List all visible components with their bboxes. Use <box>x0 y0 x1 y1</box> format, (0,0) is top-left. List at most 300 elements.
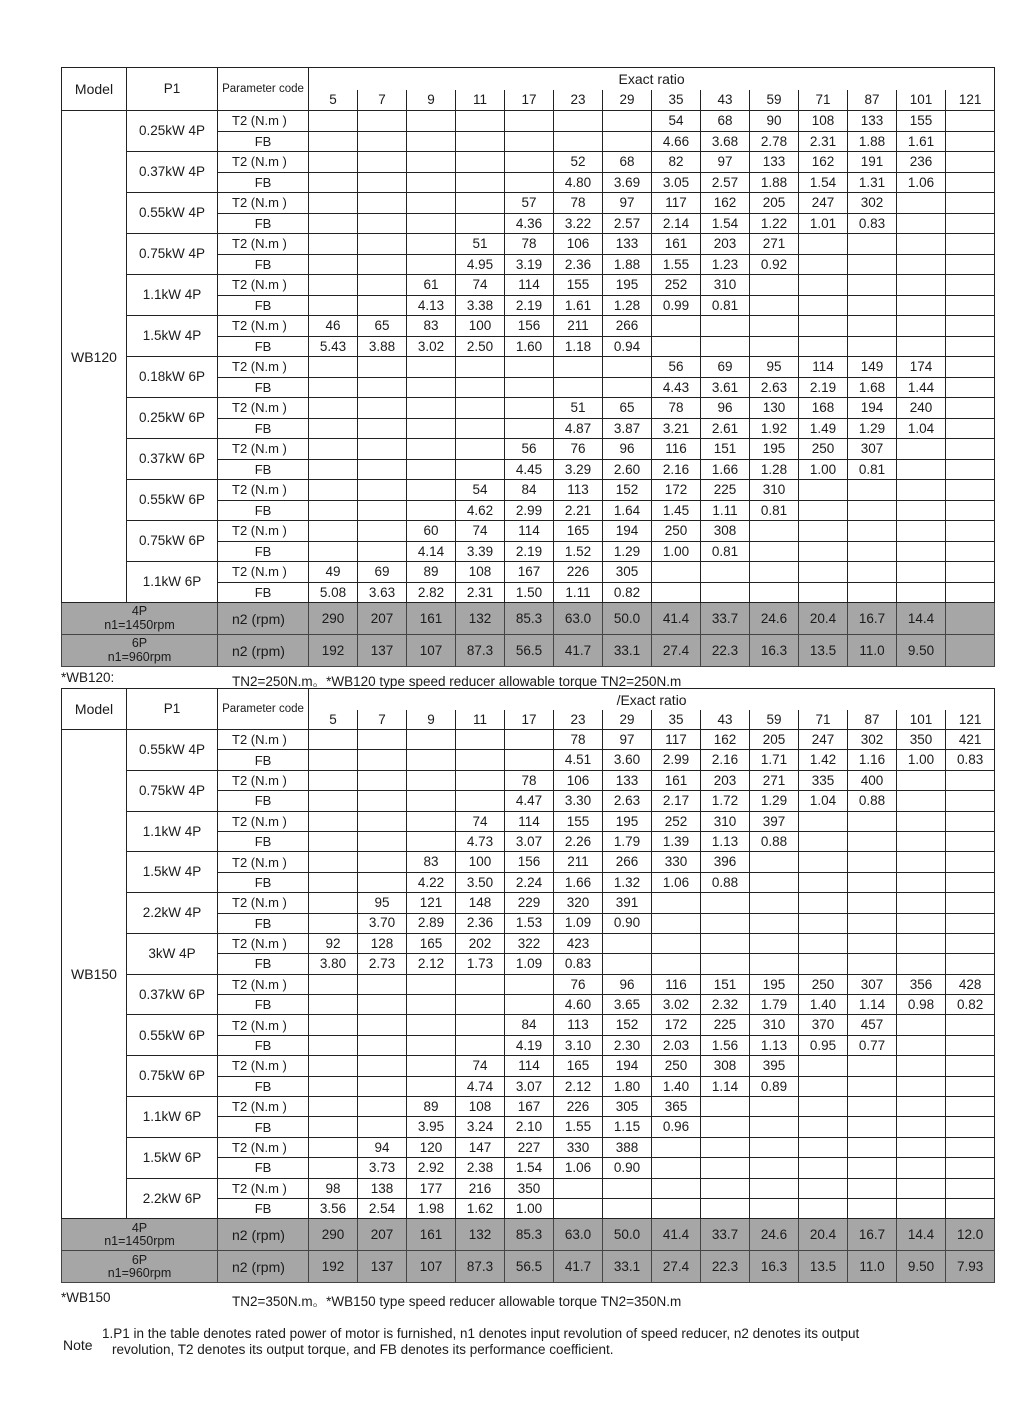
ratio-header-cell: 71 <box>799 710 848 730</box>
torque-cell: 308 <box>701 1056 750 1076</box>
torque-row <box>62 893 995 913</box>
p1-cell: 0.55kW 4P <box>127 730 218 771</box>
output-speed-cell: 14.4 <box>897 1219 946 1251</box>
output-speed-cell: 24.6 <box>750 603 799 635</box>
torque-cell: 195 <box>603 811 652 831</box>
torque-cell: 247 <box>799 730 848 750</box>
fb-cell: 5.43 <box>309 336 358 357</box>
torque-cell <box>799 1097 848 1117</box>
fb-cell: 1.50 <box>505 582 554 603</box>
torque-cell: 108 <box>456 562 505 583</box>
torque-cell <box>358 1056 407 1076</box>
ratio-header-cell: 43 <box>701 710 750 730</box>
p1-cell: 0.25kW 4P <box>127 111 218 152</box>
fb-cell: 4.60 <box>554 995 603 1015</box>
parameter-code-header: Parameter code <box>218 68 309 111</box>
output-speed-cell: 85.3 <box>505 1219 554 1251</box>
torque-cell <box>946 521 995 542</box>
torque-cell: 457 <box>848 1015 897 1035</box>
torque-cell: 147 <box>456 1137 505 1157</box>
torque-cell <box>309 730 358 750</box>
p1-cell: 0.37kW 4P <box>127 152 218 193</box>
torque-cell: 194 <box>603 521 652 542</box>
fb-cell: 2.16 <box>701 750 750 770</box>
torque-cell <box>407 152 456 173</box>
torque-row <box>62 1056 995 1076</box>
fb-cell <box>505 750 554 770</box>
ratio-header-cell: 17 <box>505 710 554 730</box>
speed-input-rpm: n1=960rpm <box>107 649 172 664</box>
fb-cell: 1.61 <box>897 131 946 152</box>
torque-cell <box>358 1097 407 1117</box>
fb-cell <box>897 1076 946 1096</box>
param-t2-label: T2 (N.m ) <box>218 234 309 255</box>
header-row <box>62 68 995 91</box>
torque-cell <box>848 275 897 296</box>
fb-cell: 0.83 <box>554 954 603 974</box>
fb-cell <box>946 377 995 398</box>
torque-cell: 211 <box>554 852 603 872</box>
fb-cell: 2.19 <box>799 377 848 398</box>
fb-cell: 1.71 <box>750 750 799 770</box>
torque-cell <box>897 439 946 460</box>
torque-cell: 54 <box>456 480 505 501</box>
fb-cell: 1.14 <box>848 995 897 1015</box>
ratio-header-cell: 101 <box>897 90 946 111</box>
param-fb-label: FB <box>218 831 309 851</box>
fb-cell: 1.29 <box>603 541 652 562</box>
torque-cell <box>897 521 946 542</box>
p1-cell: 1.1kW 4P <box>127 811 218 852</box>
fb-cell <box>799 582 848 603</box>
fb-cell <box>946 1076 995 1096</box>
fb-cell <box>407 459 456 480</box>
fb-cell <box>407 750 456 770</box>
fb-cell: 1.15 <box>603 1117 652 1137</box>
fb-cell: 0.83 <box>946 750 995 770</box>
torque-cell <box>554 1178 603 1198</box>
speed-param-label: n2 (rpm) <box>218 1219 309 1251</box>
torque-cell: 78 <box>554 730 603 750</box>
p1-cell: 1.1kW 6P <box>127 1097 218 1138</box>
fb-cell <box>848 1158 897 1178</box>
fb-cell: 1.44 <box>897 377 946 398</box>
torque-cell <box>358 275 407 296</box>
torque-cell: 350 <box>897 730 946 750</box>
torque-cell: 252 <box>652 811 701 831</box>
speed-input-rpm: n1=1450rpm <box>104 617 175 632</box>
torque-cell <box>897 193 946 214</box>
torque-cell: 155 <box>897 111 946 132</box>
torque-cell: 310 <box>750 480 799 501</box>
torque-cell: 310 <box>701 275 750 296</box>
p1-cell: 2.2kW 4P <box>127 893 218 934</box>
output-speed-cell: 207 <box>358 1219 407 1251</box>
fb-cell <box>407 995 456 1015</box>
fb-cell: 1.40 <box>799 995 848 1015</box>
fb-cell: 4.14 <box>407 541 456 562</box>
torque-cell <box>309 1097 358 1117</box>
fb-cell <box>946 1158 995 1178</box>
torque-cell <box>505 398 554 419</box>
torque-cell: 397 <box>750 811 799 831</box>
torque-cell: 356 <box>897 974 946 994</box>
fb-cell: 1.01 <box>799 213 848 234</box>
torque-cell: 68 <box>701 111 750 132</box>
torque-cell <box>407 730 456 750</box>
fb-cell: 4.43 <box>652 377 701 398</box>
torque-row <box>62 439 995 460</box>
fb-cell <box>799 500 848 521</box>
torque-cell <box>750 521 799 542</box>
fb-cell <box>750 954 799 974</box>
param-t2-label: T2 (N.m ) <box>218 811 309 831</box>
torque-cell: 307 <box>848 439 897 460</box>
param-t2-label: T2 (N.m ) <box>218 111 309 132</box>
fb-cell: 3.02 <box>407 336 456 357</box>
param-fb-label: FB <box>218 459 309 480</box>
torque-cell: 226 <box>554 1097 603 1117</box>
fb-cell: 3.65 <box>603 995 652 1015</box>
speed-param-label: n2 (rpm) <box>218 1251 309 1283</box>
fb-cell: 3.73 <box>358 1158 407 1178</box>
fb-cell <box>946 500 995 521</box>
torque-cell: 61 <box>407 275 456 296</box>
fb-cell: 1.98 <box>407 1198 456 1218</box>
torque-cell <box>358 521 407 542</box>
fb-cell: 1.04 <box>897 418 946 439</box>
torque-cell: 428 <box>946 974 995 994</box>
fb-cell: 2.38 <box>456 1158 505 1178</box>
fb-cell: 1.54 <box>505 1158 554 1178</box>
torque-cell <box>407 974 456 994</box>
fb-cell <box>358 377 407 398</box>
fb-cell: 3.61 <box>701 377 750 398</box>
torque-cell <box>750 562 799 583</box>
torque-cell <box>505 152 554 173</box>
fb-cell: 0.89 <box>750 1076 799 1096</box>
ratio-header-cell: 9 <box>407 710 456 730</box>
fb-cell: 2.99 <box>505 500 554 521</box>
fb-cell: 0.95 <box>799 1035 848 1055</box>
torque-cell <box>897 316 946 337</box>
output-speed-cell: 192 <box>309 1251 358 1283</box>
fb-cell: 3.10 <box>554 1035 603 1055</box>
torque-cell: 308 <box>701 521 750 542</box>
torque-cell <box>946 1178 995 1198</box>
fb-cell <box>652 954 701 974</box>
fb-cell <box>407 377 456 398</box>
fb-cell: 1.45 <box>652 500 701 521</box>
fb-cell <box>897 913 946 933</box>
torque-row <box>62 1137 995 1157</box>
fb-cell: 0.81 <box>848 459 897 480</box>
fb-cell: 2.99 <box>652 750 701 770</box>
torque-cell: 302 <box>848 193 897 214</box>
torque-cell <box>946 893 995 913</box>
torque-cell <box>652 1178 701 1198</box>
output-speed-cell: 137 <box>358 635 407 667</box>
torque-row <box>62 1178 995 1198</box>
fb-cell: 1.55 <box>554 1117 603 1137</box>
model-cell: WB120 <box>62 111 127 603</box>
fb-cell: 3.05 <box>652 172 701 193</box>
param-t2-label: T2 (N.m ) <box>218 933 309 953</box>
fb-cell <box>407 500 456 521</box>
fb-cell <box>750 295 799 316</box>
torque-row <box>62 770 995 790</box>
torque-cell <box>750 1137 799 1157</box>
fb-cell <box>309 995 358 1015</box>
torque-cell: 96 <box>701 398 750 419</box>
ratio-header-cell: 59 <box>750 90 799 111</box>
output-speed-cell: 33.7 <box>701 603 750 635</box>
fb-cell <box>946 913 995 933</box>
torque-cell <box>897 1097 946 1117</box>
torque-cell <box>848 562 897 583</box>
fb-cell <box>897 954 946 974</box>
torque-cell <box>799 480 848 501</box>
fb-cell <box>603 954 652 974</box>
output-speed-cell: 137 <box>358 1251 407 1283</box>
torque-cell: 97 <box>603 193 652 214</box>
output-speed-cell: 33.1 <box>603 1251 652 1283</box>
fb-cell: 1.00 <box>652 541 701 562</box>
ratio-header-cell: 23 <box>554 710 603 730</box>
ratio-header-cell: 23 <box>554 90 603 111</box>
torque-cell <box>897 933 946 953</box>
torque-cell <box>309 1056 358 1076</box>
output-speed-cell: 63.0 <box>554 603 603 635</box>
fb-cell: 0.88 <box>750 831 799 851</box>
output-speed-cell: 9.50 <box>897 1251 946 1283</box>
torque-cell: 155 <box>554 275 603 296</box>
torque-cell <box>407 811 456 831</box>
torque-cell: 98 <box>309 1178 358 1198</box>
torque-cell: 74 <box>456 1056 505 1076</box>
fb-cell <box>946 172 995 193</box>
fb-cell: 2.17 <box>652 791 701 811</box>
torque-cell: 194 <box>603 1056 652 1076</box>
fb-cell: 3.24 <box>456 1117 505 1137</box>
torque-cell: 74 <box>456 275 505 296</box>
fb-cell: 1.79 <box>603 831 652 851</box>
torque-cell <box>946 1097 995 1117</box>
torque-cell <box>456 398 505 419</box>
torque-row <box>62 152 995 173</box>
torque-cell <box>750 933 799 953</box>
fb-cell: 2.30 <box>603 1035 652 1055</box>
torque-cell <box>505 974 554 994</box>
output-speed-cell: 192 <box>309 635 358 667</box>
fb-cell: 2.60 <box>603 459 652 480</box>
output-speed-cell: 107 <box>407 1251 456 1283</box>
fb-cell <box>652 913 701 933</box>
torque-cell <box>407 234 456 255</box>
torque-cell <box>309 770 358 790</box>
fb-cell <box>946 131 995 152</box>
fb-cell: 1.06 <box>554 1158 603 1178</box>
torque-cell: 250 <box>652 1056 701 1076</box>
torque-cell: 225 <box>701 480 750 501</box>
torque-cell: 78 <box>652 398 701 419</box>
torque-cell: 78 <box>505 770 554 790</box>
fb-cell <box>309 791 358 811</box>
fb-cell: 1.53 <box>505 913 554 933</box>
fb-cell <box>750 582 799 603</box>
fb-cell <box>897 872 946 892</box>
ratio-header-cell: 35 <box>652 90 701 111</box>
torque-cell: 161 <box>652 770 701 790</box>
fb-cell <box>309 377 358 398</box>
torque-cell <box>456 730 505 750</box>
fb-cell: 3.80 <box>309 954 358 974</box>
torque-cell: 400 <box>848 770 897 790</box>
torque-cell <box>407 111 456 132</box>
fb-cell <box>358 500 407 521</box>
p1-cell: 0.18kW 6P <box>127 357 218 398</box>
torque-cell <box>358 770 407 790</box>
fb-cell: 1.13 <box>701 831 750 851</box>
torque-cell: 335 <box>799 770 848 790</box>
torque-cell <box>946 111 995 132</box>
torque-cell <box>652 562 701 583</box>
torque-cell: 100 <box>456 852 505 872</box>
fb-cell <box>848 295 897 316</box>
fb-cell <box>946 1198 995 1218</box>
output-speed-cell: 27.4 <box>652 635 701 667</box>
torque-cell: 421 <box>946 730 995 750</box>
fb-cell: 3.68 <box>701 131 750 152</box>
param-t2-label: T2 (N.m ) <box>218 439 309 460</box>
torque-cell: 133 <box>750 152 799 173</box>
torque-cell: 114 <box>505 1056 554 1076</box>
torque-cell: 83 <box>407 852 456 872</box>
torque-cell: 310 <box>750 1015 799 1035</box>
param-fb-label: FB <box>218 295 309 316</box>
fb-cell <box>358 459 407 480</box>
fb-cell <box>799 336 848 357</box>
output-speed-cell: 207 <box>358 603 407 635</box>
fb-cell: 4.47 <box>505 791 554 811</box>
torque-cell: 307 <box>848 974 897 994</box>
fb-cell <box>799 872 848 892</box>
wb120-table-wrap <box>61 67 994 667</box>
fb-cell <box>358 1076 407 1096</box>
ratio-header-cell: 5 <box>309 90 358 111</box>
fb-cell: 0.98 <box>897 995 946 1015</box>
fb-cell: 1.14 <box>701 1076 750 1096</box>
fb-cell <box>407 1035 456 1055</box>
torque-cell <box>946 152 995 173</box>
torque-cell <box>799 933 848 953</box>
fb-cell <box>799 913 848 933</box>
fb-cell <box>309 213 358 234</box>
torque-cell <box>946 234 995 255</box>
param-t2-label: T2 (N.m ) <box>218 562 309 583</box>
fb-cell: 5.08 <box>309 582 358 603</box>
fb-cell <box>309 295 358 316</box>
torque-cell: 113 <box>554 480 603 501</box>
torque-cell: 305 <box>603 1097 652 1117</box>
fb-cell: 1.32 <box>603 872 652 892</box>
torque-cell: 151 <box>701 974 750 994</box>
torque-cell: 148 <box>456 893 505 913</box>
torque-cell <box>456 770 505 790</box>
param-fb-label: FB <box>218 336 309 357</box>
torque-cell <box>946 1015 995 1035</box>
torque-cell: 250 <box>799 974 848 994</box>
parameter-code-header: Parameter code <box>218 689 309 730</box>
torque-cell: 395 <box>750 1056 799 1076</box>
fb-cell <box>946 459 995 480</box>
fb-cell <box>799 541 848 562</box>
fb-cell: 3.02 <box>652 995 701 1015</box>
torque-cell: 82 <box>652 152 701 173</box>
p1-cell: 1.5kW 4P <box>127 316 218 357</box>
torque-cell: 203 <box>701 234 750 255</box>
param-fb-label: FB <box>218 1117 309 1137</box>
fb-cell <box>652 1158 701 1178</box>
fb-cell <box>946 213 995 234</box>
fb-cell: 1.00 <box>897 750 946 770</box>
torque-cell <box>358 811 407 831</box>
torque-cell <box>897 811 946 831</box>
torque-cell: 310 <box>701 811 750 831</box>
fb-cell: 2.82 <box>407 582 456 603</box>
fb-cell: 1.56 <box>701 1035 750 1055</box>
fb-cell <box>603 1198 652 1218</box>
fb-cell: 1.61 <box>554 295 603 316</box>
fb-cell <box>897 295 946 316</box>
torque-cell <box>701 893 750 913</box>
torque-cell: 68 <box>603 152 652 173</box>
fb-cell <box>456 418 505 439</box>
torque-cell: 202 <box>456 933 505 953</box>
fb-cell <box>897 1035 946 1055</box>
torque-cell <box>848 1178 897 1198</box>
model-header: Model <box>62 68 127 111</box>
torque-cell <box>946 316 995 337</box>
p1-cell: 3kW 4P <box>127 933 218 974</box>
ratio-header-cell: 101 <box>897 710 946 730</box>
fb-cell: 2.54 <box>358 1198 407 1218</box>
ratio-header-cell: 121 <box>946 710 995 730</box>
fb-cell <box>799 1117 848 1137</box>
torque-cell: 51 <box>554 398 603 419</box>
torque-row <box>62 398 995 419</box>
p1-cell: 2.2kW 6P <box>127 1178 218 1219</box>
fb-cell: 1.29 <box>848 418 897 439</box>
torque-cell <box>946 480 995 501</box>
torque-cell: 46 <box>309 316 358 337</box>
torque-cell: 52 <box>554 152 603 173</box>
torque-cell: 266 <box>603 316 652 337</box>
torque-cell <box>358 111 407 132</box>
torque-cell <box>701 1097 750 1117</box>
torque-cell: 226 <box>554 562 603 583</box>
torque-cell: 165 <box>554 521 603 542</box>
torque-cell <box>897 480 946 501</box>
torque-cell: 250 <box>799 439 848 460</box>
torque-cell <box>897 1056 946 1076</box>
torque-cell <box>603 1178 652 1198</box>
fb-cell: 3.07 <box>505 831 554 851</box>
fb-cell <box>358 541 407 562</box>
torque-cell <box>309 852 358 872</box>
fb-cell: 3.22 <box>554 213 603 234</box>
fb-cell <box>946 872 995 892</box>
